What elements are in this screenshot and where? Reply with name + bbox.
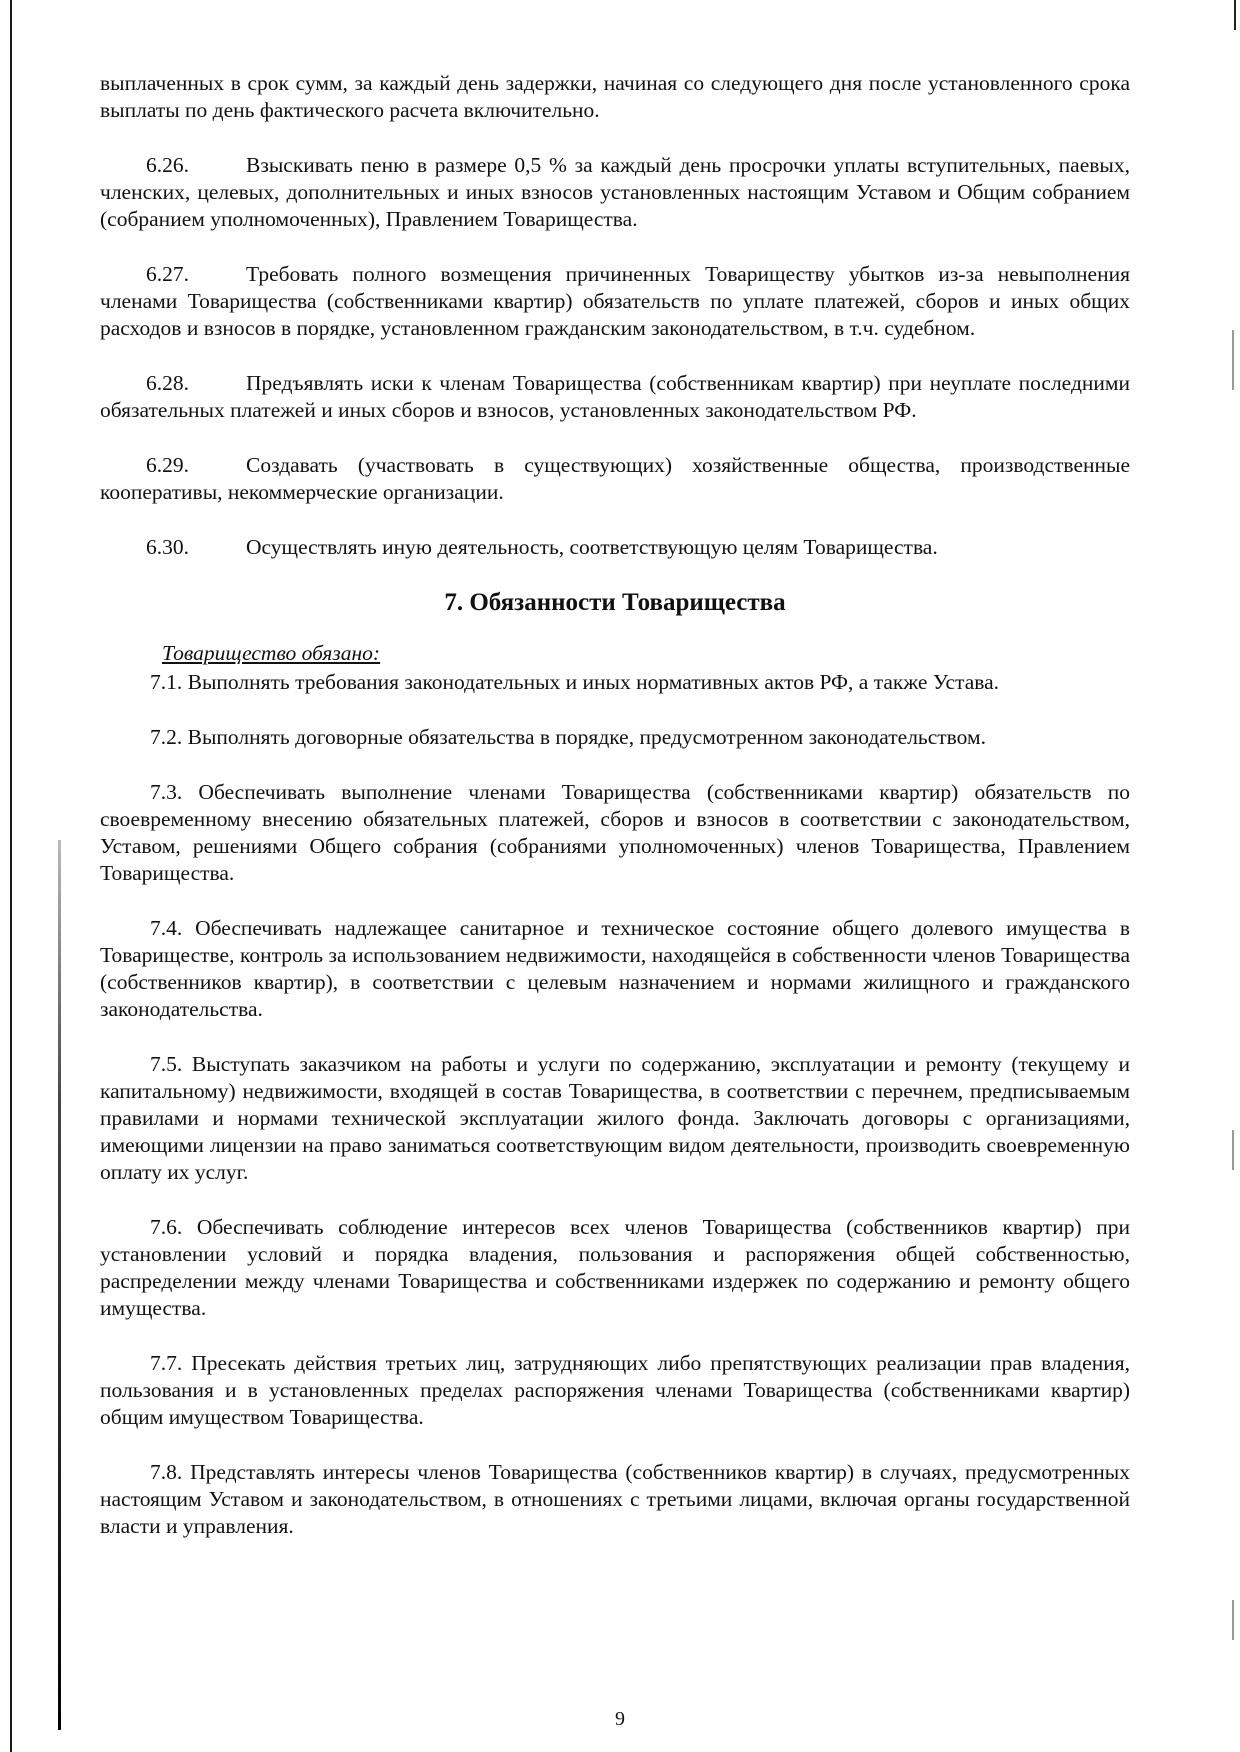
scan-border-left [10,0,12,1752]
list-item [100,534,1130,561]
item-text: Требовать полного возмещения причиненных Товариществу убытков из-за невыполнения членами Товарищества (собственниками квартир) обязательств по уплате платежей, сборов и иных общих расходов и взносов в порядке, установленном гражданским законодательством, в т.ч. судебном. [100,262,1130,340]
item-text: Осуществлять иную деятельность, соответствующую целям Товарищества. [246,535,938,559]
item-text: Взыскивать пеню в размере 0,5 % за каждый день просрочки уплаты вступительных, паевых, членских, целевых, дополнительных и иных взносов установленных настоящим Уставом и Общим собранием (собранием уполномоченных), Правлением Товарищества. [100,153,1130,231]
list-item: 7.1. Выполнять требования законодательных и иных нормативных актов РФ, а также Устава. [150,670,1000,694]
item-text: Создавать (участвовать в существующих) хозяйственные общества, производственные кооперативы, некоммерческие организации. [100,453,1130,504]
section-intro: Товарищество обязано: [162,641,381,665]
list-item: 7.2. Выполнять договорные обязательства в порядке, предусмотренном законодательством. [150,725,987,749]
item-number: 6.26. [146,153,189,177]
list-item: 7.8. Представлять интересы членов Товарищества (собственников квартир) в случаях, предусмотренных настоящим Уставом и законодательством, в отношениях с третьими лицами, включая органы государственной власти и управления. [100,1460,1130,1538]
list-item [100,261,1130,342]
item-number: 6.28. [146,371,189,395]
document-page [100,70,1130,1568]
item-text: Предъявлять иски к членам Товарищества (собственникам квартир) при неуплате последними обязательных платежей и иных сборов и взносов, установленных законодательством РФ. [100,371,1130,422]
list-item [100,452,1130,506]
scan-shadow-left [58,840,61,1730]
list-item: 7.3. Обеспечивать выполнение членами Товарищества (собственниками квартир) обязательств по своевременному внесению обязательных платежей, сборов и взносов в соответствии с законодательством, Уставом, решениями Общего собрания (собраниями уполномоченных) членов Товарищества, Правлением Товарищества. [100,780,1130,885]
item-number: 6.27. [146,262,189,286]
list-item: 7.4. Обеспечивать надлежащее санитарное и техническое состояние общего долевого имущества в Товариществе, контроль за использованием недвижимости, находящейся в собственности членов Товарищества (собственников квартир), в соответствии с целевым назначением и нормами жилищного и гражданского законодательства. [100,916,1130,1021]
scan-mark [1232,1600,1234,1640]
scan-mark [1232,330,1234,390]
list-item [100,152,1130,233]
scan-border-right [1234,0,1236,30]
list-item: 7.7. Пресекать действия третьих лиц, затрудняющих либо препятствующих реализации прав владения, пользования и в установленных пределах распоряжения членами Товарищества (собственниками квартир) общим имуществом Товарищества. [100,1351,1130,1429]
item-number: 6.29. [146,453,189,477]
list-item [100,370,1130,424]
section-6-items [100,152,1130,561]
continuation-paragraph: выплаченных в срок сумм, за каждый день задержки, начиная со следующего дня после установленного срока выплаты по день фактического расчета включительно. [100,71,1130,122]
page-number: 9 [615,1708,625,1730]
scan-mark [1232,1130,1234,1170]
section-heading: 7. Обязанности Товарищества [444,589,786,616]
list-item: 7.6. Обеспечивать соблюдение интересов всех членов Товарищества (собственников квартир) при установлении условий и порядка владения, пользования и распоряжения общей собственностью, распределении между членами Товарищества и собственниками издержек по содержанию и ремонту общего имущества. [100,1215,1130,1320]
list-item: 7.5. Выступать заказчиком на работы и услуги по содержанию, эксплуатации и ремонту (текущему и капитальному) недвижимости, входящей в состав Товарищества, в соответствии с перечнем, предписываемым правилами и нормами технической эксплуатации жилого фонда. Заключать договоры с организациями, имеющими лицензии на право заниматься соответствующим видом деятельности, производить своевременную оплату их услуг. [100,1052,1130,1184]
item-number: 6.30. [146,535,189,559]
section-7-items [100,669,1130,1540]
